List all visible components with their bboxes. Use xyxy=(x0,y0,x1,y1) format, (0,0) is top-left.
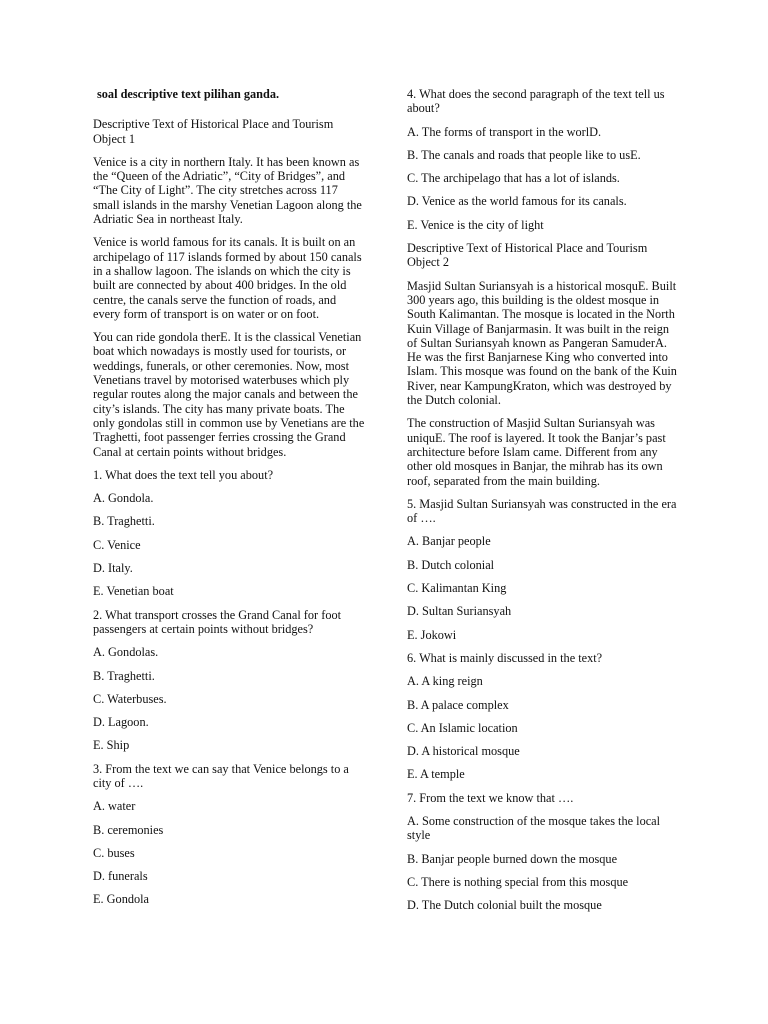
answer-option: B. Dutch colonial xyxy=(407,557,495,572)
answer-option: A. A king reign xyxy=(407,674,483,689)
text-1-paragraph: You can ride gondola therE. It is the classical Venetian boat which nowadays is mostly used for tourists, or weddings, funerals, or other ceremonies. Now, most Venetians travel by motorised waterbuses which ply regular routes along the major canals and between the city’s islands. The city has many private boats. The only gondolas still in common use by Venetians are the Traghetti, foot passenger ferries crossing the Grand Canal at certain points without bridges. xyxy=(93,330,365,459)
document-title: soal descriptive text pilihan ganda. xyxy=(97,87,280,101)
answer-option: B. ceremonies xyxy=(93,822,164,837)
text-1-paragraph: Venice is world famous for its canals. It is built on an archipelago of 117 islands formed by about 150 canals in a shallow lagoon. The islands on which the city is built are connected by about 400 bridges. In the old centre, the canals serve the function of roads, and every form of transport is on water or on foot. xyxy=(93,235,362,321)
answer-option: A. Some construction of the mosque takes the local style xyxy=(407,813,661,843)
answer-option: B. Traghetti. xyxy=(93,514,155,529)
answer-option: B. Banjar people burned down the mosque xyxy=(407,851,618,866)
text-1-heading: Descriptive Text of Historical Place and Tourism Object 1 xyxy=(93,117,334,146)
answer-option: C. Kalimantan King xyxy=(407,581,507,596)
answer-option: E. Venice is the city of light xyxy=(407,217,544,232)
answer-option: D. Italy. xyxy=(93,561,133,576)
text-2-heading: Descriptive Text of Historical Place and Tourism Object 2 xyxy=(407,241,648,270)
answer-option: D. The Dutch colonial built the mosque xyxy=(407,898,602,913)
answer-option: C. Waterbuses. xyxy=(93,691,167,706)
question-4: 4. What does the second paragraph of the text tell us about? xyxy=(407,87,665,116)
answer-option: C. There is nothing special from this mosque xyxy=(407,874,629,889)
answer-option: C. buses xyxy=(93,845,135,860)
answer-option: D. funerals xyxy=(93,869,148,884)
text-1-paragraph: Venice is a city in northern Italy. It has been known as the “Queen of the Adriatic”, “City of Bridges”, and “The City of Light”. The city stretches across 117 small islands in the marshy Venetian Lagoon along the Adriatic Sea in northeast Italy. xyxy=(93,154,362,227)
answer-option: A. Gondolas. xyxy=(93,645,159,660)
answer-option: B. A palace complex xyxy=(407,697,509,712)
question-7: 7. From the text we know that …. xyxy=(407,790,574,805)
answer-option: E. Ship xyxy=(93,738,130,753)
right-column xyxy=(407,87,679,921)
answer-option: E. Gondola xyxy=(93,892,150,907)
answer-option: E. A temple xyxy=(407,767,465,782)
question-6: 6. What is mainly discussed in the text? xyxy=(407,650,603,665)
answer-option: C. Venice xyxy=(93,537,141,552)
answer-option: E. Jokowi xyxy=(407,627,457,642)
answer-option: C. The archipelago that has a lot of islands. xyxy=(407,171,620,186)
answer-option: A. Banjar people xyxy=(407,534,491,549)
answer-option: A. The forms of transport in the worlD. xyxy=(407,124,602,139)
question-1: 1. What does the text tell you about? xyxy=(93,467,274,482)
left-column xyxy=(93,87,365,916)
question-5: 5. Masjid Sultan Suriansyah was constructed in the era of …. xyxy=(407,496,677,526)
answer-option: B. Traghetti. xyxy=(93,668,155,683)
answer-option: D. Lagoon. xyxy=(93,715,149,730)
answer-option: A. Gondola. xyxy=(93,491,154,506)
answer-option: D. Sultan Suriansyah xyxy=(407,604,512,619)
answer-option: C. An Islamic location xyxy=(407,720,518,735)
answer-option: A. water xyxy=(93,799,136,814)
question-3: 3. From the text we can say that Venice belongs to a city of …. xyxy=(93,761,349,790)
text-2-paragraph: The construction of Masjid Sultan Suriansyah was uniquE. The roof is layered. It took the Banjar’s past architecture before Islam came. Different from any other old mosques in Banjar, the mihrab has its own roof, separated from the main building. xyxy=(407,416,666,488)
text-2-paragraph: Masjid Sultan Suriansyah is a historical mosquE. Built 300 years ago, this building is the oldest mosque in South Kalimantan. The mosque is located in the North Kuin Village of Banjarmasin. It was built in the reign of Sultan Suriansyah known as Pangeran SamuderA. He was the first Banjarnese King who converted into Islam. This mosque was found on the bank of the Kuin River, near KampungKraton, which was destroyed by the Dutch colonial. xyxy=(407,278,677,408)
question-2: 2. What transport crosses the Grand Canal for foot passengers at certain points without bridges? xyxy=(93,607,342,636)
answer-option: D. A historical mosque xyxy=(407,744,520,759)
answer-option: E. Venetian boat xyxy=(93,584,174,599)
answer-option: D. Venice as the world famous for its canals. xyxy=(407,194,627,209)
answer-option: B. The canals and roads that people like to usE. xyxy=(407,147,641,162)
